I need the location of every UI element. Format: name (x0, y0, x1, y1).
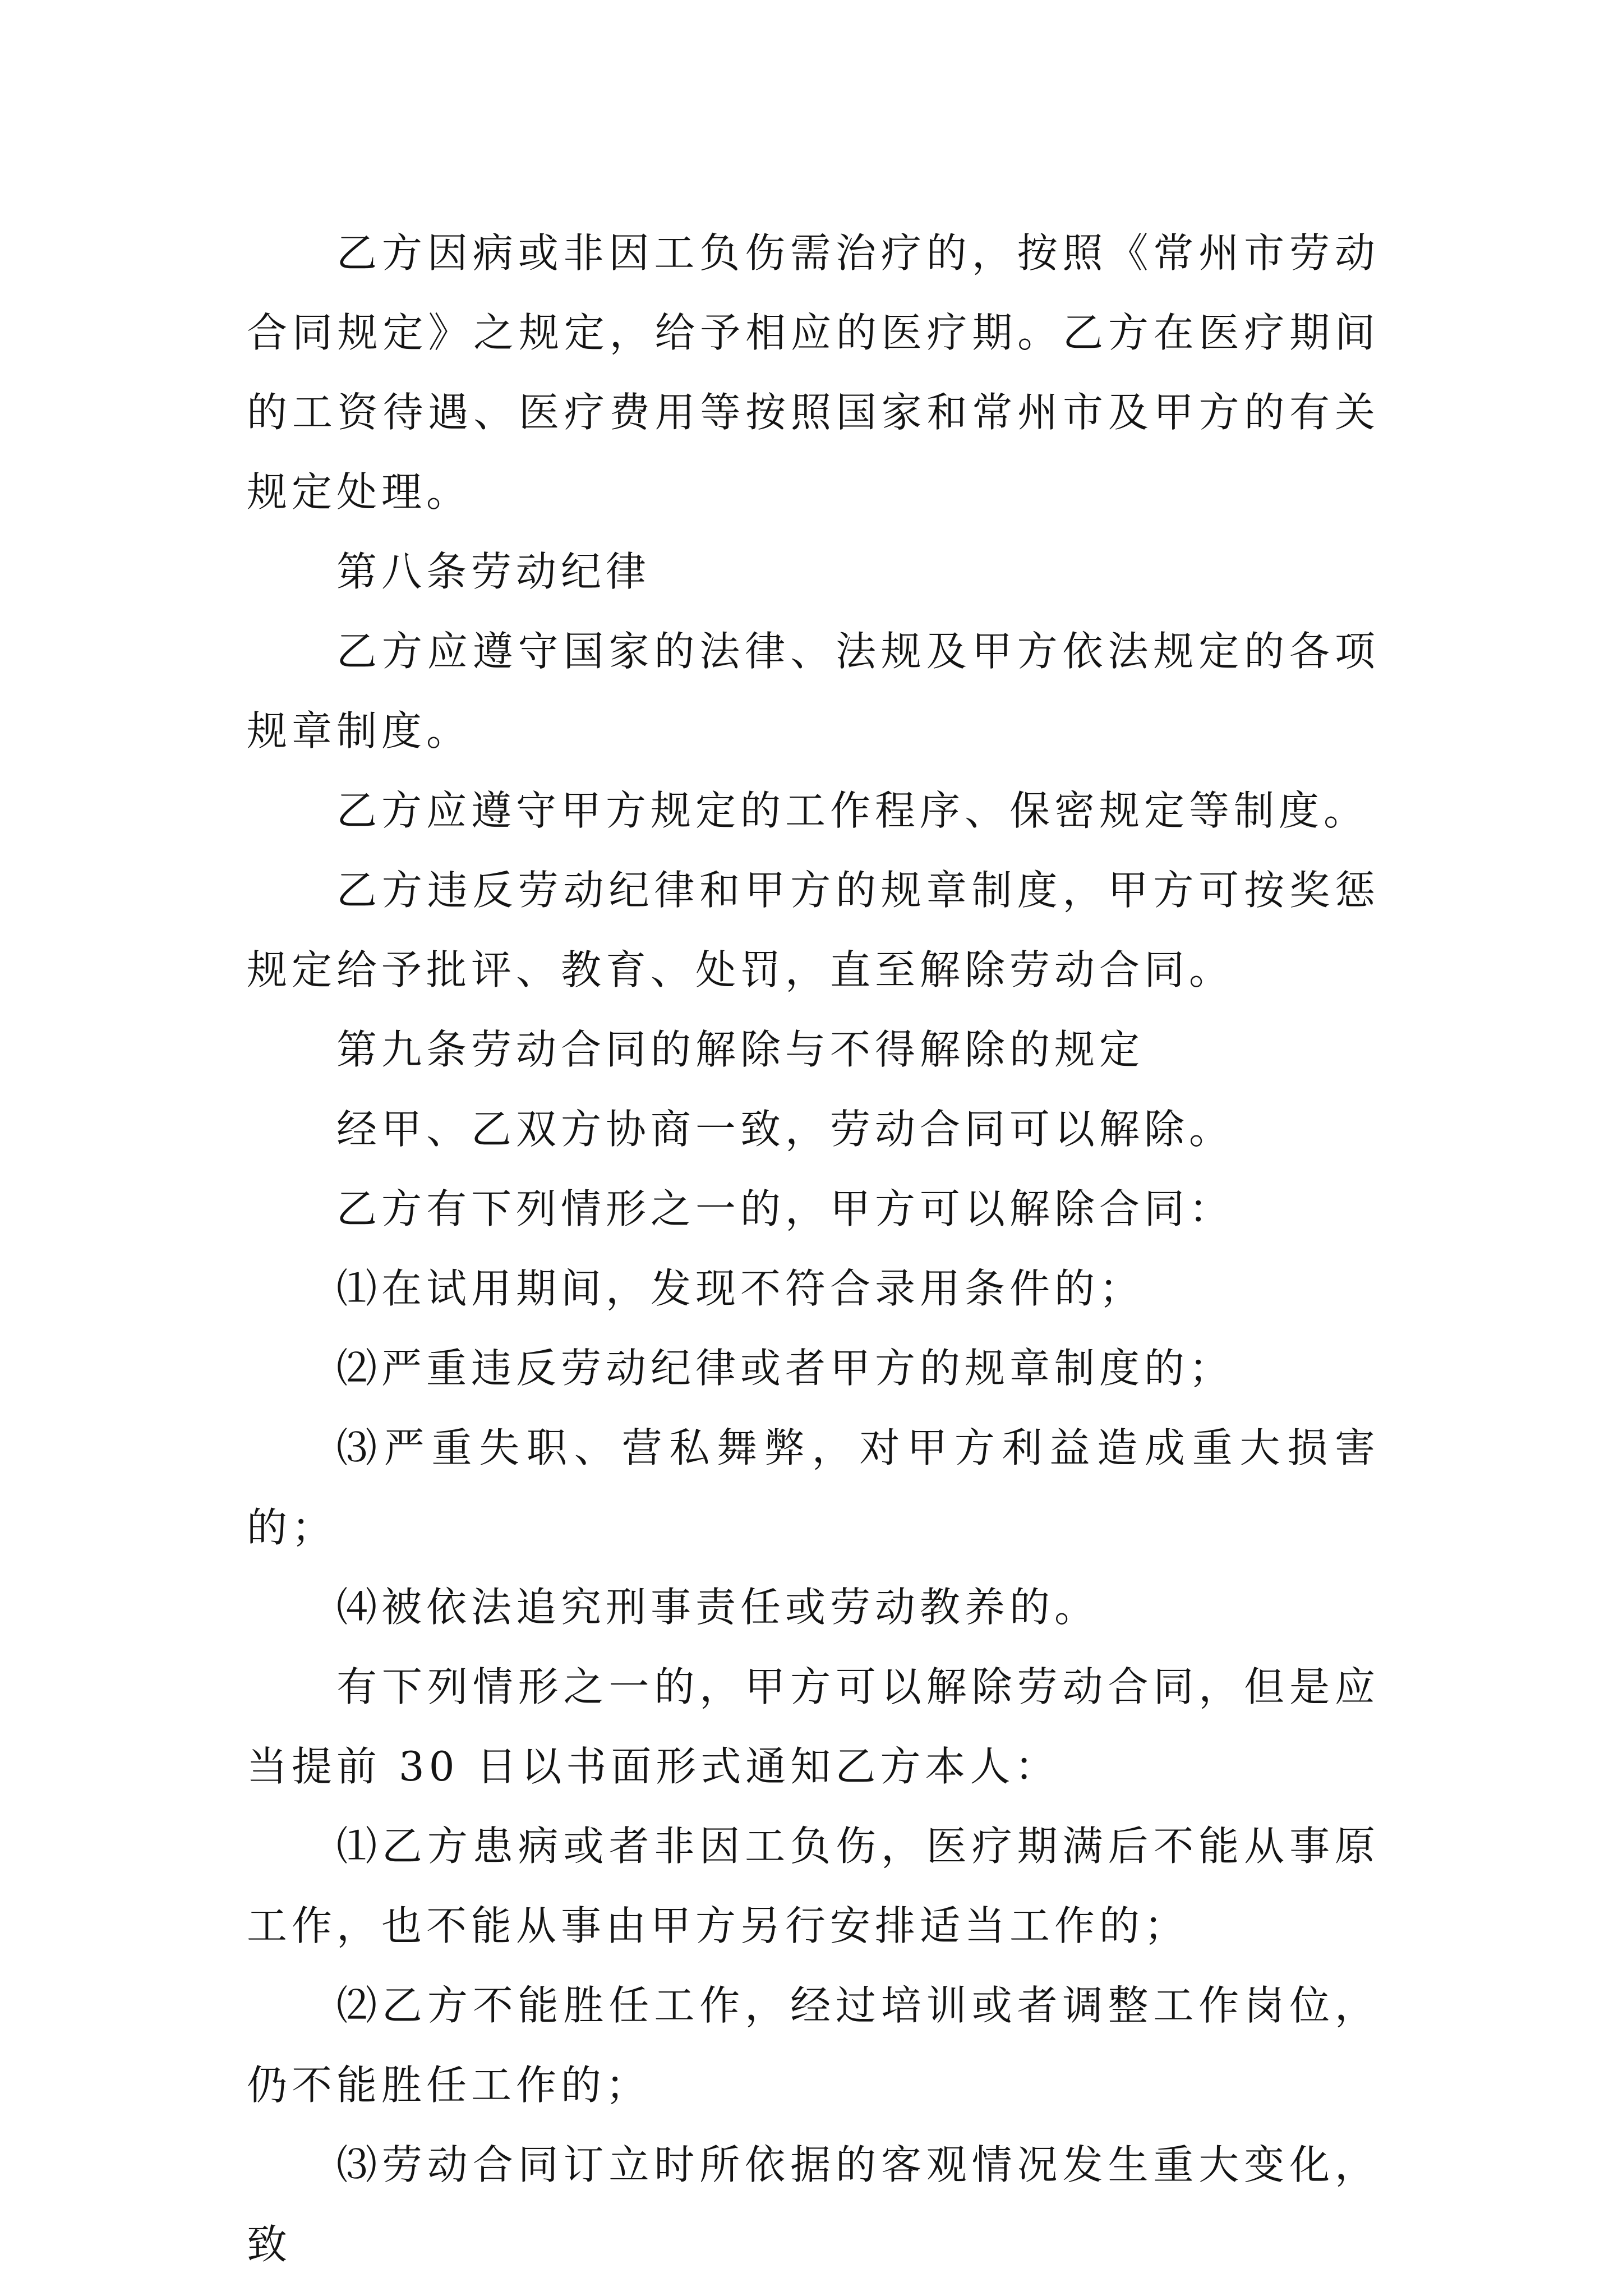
list-item: ⑴乙方患病或者非因工负伤，医疗期满后不能从事原工作，也不能从事由甲方另行安排适当工作的； (247, 1823, 1380, 1949)
list-item: ⑵严重违反劳动纪律或者甲方的规章制度的； (336, 1345, 1234, 1392)
paragraph-discipline-laws: 乙方应遵守国家的法律、法规及甲方依法规定的各项规章制度。 (247, 628, 1380, 754)
list-item: ⑶严重失职、营私舞弊，对甲方利益造成重大损害的； (247, 1424, 1380, 1551)
document-body (247, 213, 1380, 2284)
paragraph-discipline-procedures: 乙方应遵守甲方规定的工作程序、保密规定等制度。 (336, 787, 1369, 834)
heading-article-8: 第八条劳动纪律 (336, 548, 651, 595)
paragraph-mutual-termination: 经甲、乙双方协商一致，劳动合同可以解除。 (336, 1106, 1234, 1153)
paragraph-medical-period: 乙方因病或非因工负伤需治疗的，按照《常州市劳动合同规定》之规定，给予相应的医疗期。乙方在医疗期间的工资待遇、医疗费用等按照国家和常州市及甲方的有关规定处理。 (247, 229, 1380, 516)
paragraph-discipline-violation: 乙方违反劳动纪律和甲方的规章制度，甲方可按奖惩规定给予批评、教育、处罚，直至解除劳动合同。 (247, 867, 1380, 993)
paragraph-termination-conditions: 乙方有下列情形之一的，甲方可以解除合同： (336, 1185, 1234, 1232)
list-item: ⑷被依法追究刑事责任或劳动教养的。 (336, 1584, 1100, 1631)
paragraph-notice-termination: 有下列情形之一的，甲方可以解除劳动合同，但是应当提前 30 日以书面形式通知乙方本人： (247, 1663, 1380, 1790)
list-item: ⑶劳动合同订立时所依据的客观情况发生重大变化，致 (247, 2141, 1380, 2268)
heading-article-9: 第九条劳动合同的解除与不得解除的规定 (336, 1026, 1145, 1073)
list-item: ⑵乙方不能胜任工作，经过培训或者调整工作岗位，仍不能胜任工作的； (247, 1982, 1380, 2109)
list-item: ⑴在试用期间，发现不符合录用条件的； (336, 1265, 1145, 1312)
